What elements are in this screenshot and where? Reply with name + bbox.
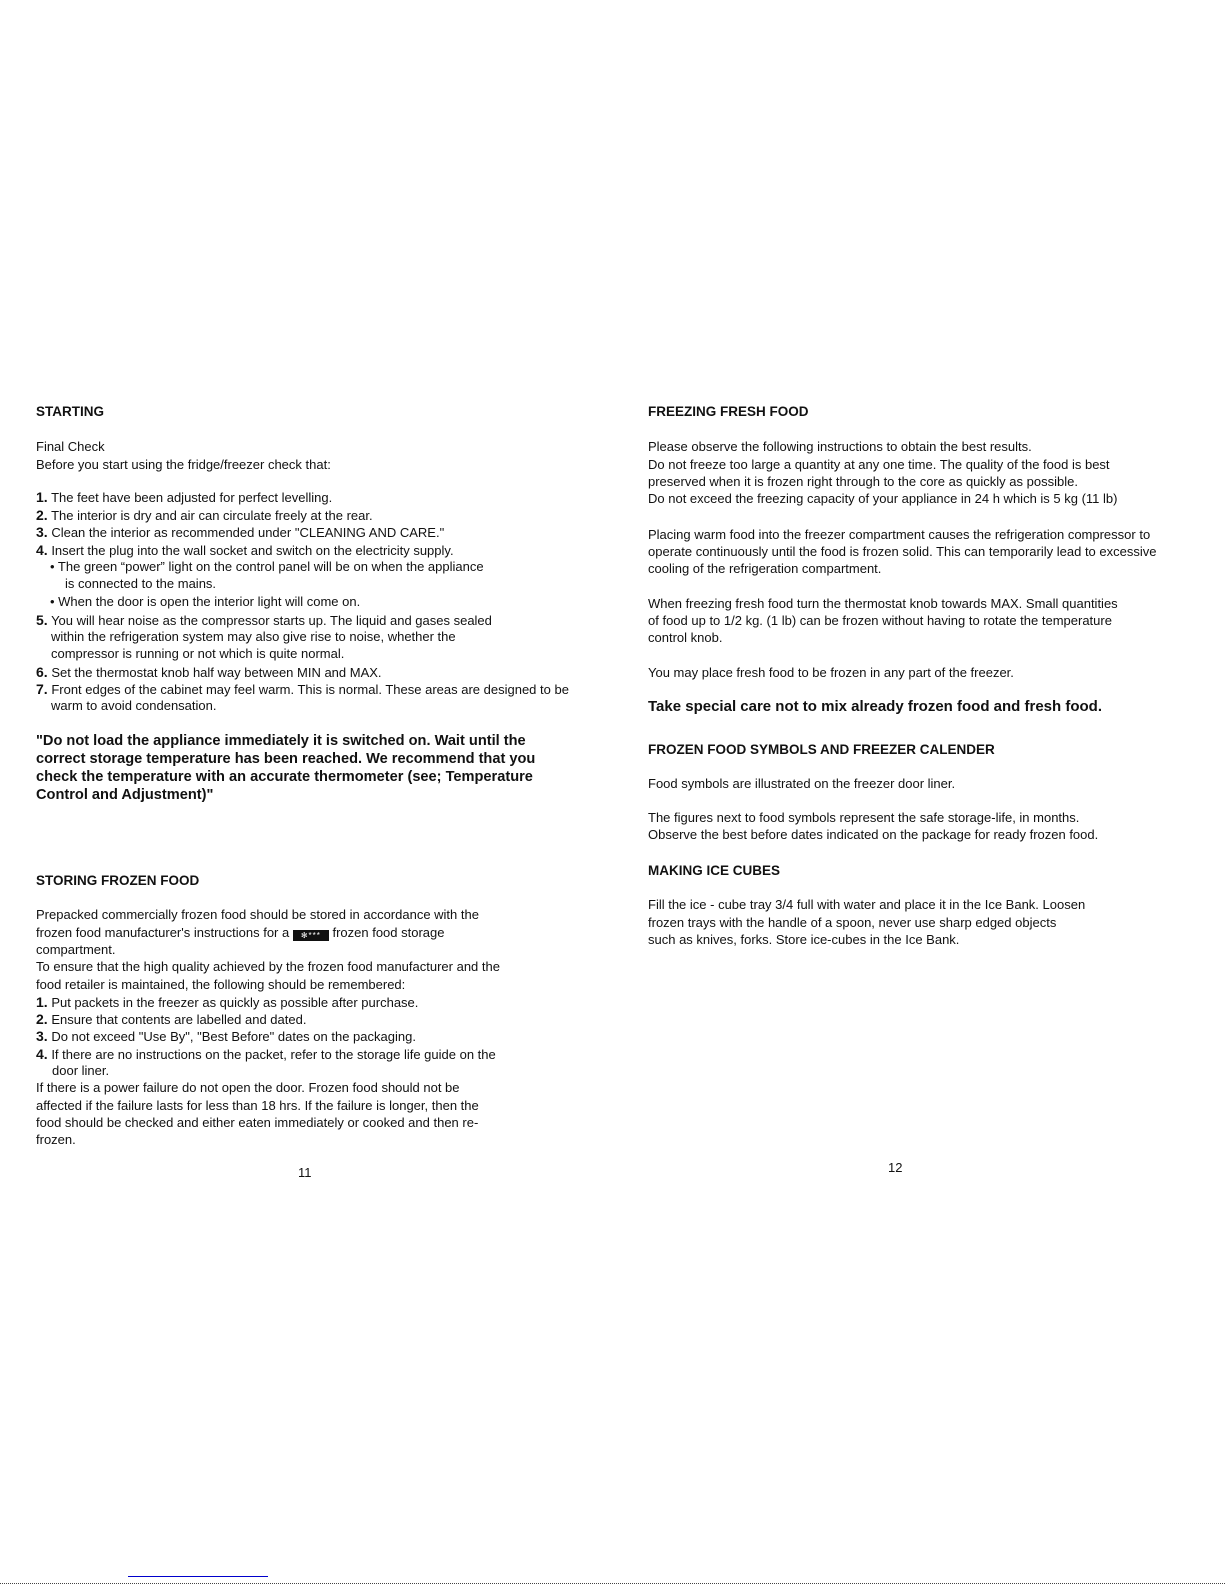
item-number: 6.: [36, 664, 48, 680]
item-continuation: door liner.: [52, 1063, 110, 1078]
item-number: 2.: [36, 507, 48, 523]
text-line: Prepacked commercially frozen food should be stored in accordance with the: [36, 907, 479, 922]
item-text: Clean the interior as recommended under "CLEANING AND CARE.": [51, 525, 445, 540]
item-text: Insert the plug into the wall socket and switch on the electricity supply.: [51, 543, 454, 558]
text-line: cooling of the refrigeration compartment.: [648, 561, 882, 576]
text: frozen food manufacturer's instructions for a: [36, 925, 290, 940]
text-line: When freezing fresh food turn the thermostat knob towards MAX. Small quantities: [648, 596, 1118, 611]
text-line: of food up to 1/2 kg. (1 lb) can be frozen without having to rotate the temperature: [648, 613, 1112, 628]
item-text: The interior is dry and air can circulate freely at the rear.: [51, 508, 373, 523]
underline-divider: [128, 1576, 268, 1577]
text-line: Do not exceed the freezing capacity of your appliance in 24 h which is 5 kg (11 lb): [648, 491, 1118, 506]
text-line: Observe the best before dates indicated on the package for ready frozen food.: [648, 827, 1099, 842]
text-line: [36, 924, 445, 942]
text-line: control knob.: [648, 630, 723, 645]
text-line: Please observe the following instructions to obtain the best results.: [648, 439, 1032, 454]
text-line: Before you start using the fridge/freezer check that:: [36, 457, 331, 472]
text-line: To ensure that the high quality achieved by the frozen food manufacturer and the: [36, 959, 500, 974]
text-line: operate continuously until the food is frozen solid. This can temporarily lead to excessive: [648, 544, 1157, 559]
item-number: 1.: [36, 994, 48, 1010]
text: frozen food storage: [332, 925, 445, 940]
text-line: The figures next to food symbols represent the safe storage-life, in months.: [648, 810, 1080, 825]
item-text: You will hear noise as the compressor starts up. The liquid and gases sealed: [51, 613, 492, 628]
item-text: Do not exceed "Use By", "Best Before" dates on the packaging.: [51, 1029, 416, 1044]
item-continuation: within the refrigeration system may also give rise to noise, whether the: [51, 629, 456, 644]
text-line: Placing warm food into the freezer compartment causes the refrigeration compressor to: [648, 527, 1151, 542]
warning-text: Control and Adjustment)": [36, 787, 214, 803]
section-heading-symbols: FROZEN FOOD SYMBOLS AND FREEZER CALENDER: [648, 742, 995, 757]
warning-text: correct storage temperature has been reached. We recommend that you: [36, 751, 536, 767]
section-heading-freezing: FREEZING FRESH FOOD: [648, 404, 809, 419]
item-text: Put packets in the freezer as quickly as possible after purchase.: [51, 995, 419, 1010]
item-number: 4.: [36, 542, 48, 558]
text-line: such as knives, forks. Store ice-cubes in the Ice Bank.: [648, 932, 960, 947]
item-number: 2.: [36, 1011, 48, 1027]
text-line: food should be checked and either eaten immediately or cooked and then re-: [36, 1115, 479, 1130]
text-line: compartment.: [36, 942, 116, 957]
bullet-continuation: is connected to the mains.: [65, 576, 217, 591]
text-line: Food symbols are illustrated on the freezer door liner.: [648, 776, 956, 791]
item-text: Front edges of the cabinet may feel warm. This is normal. These areas are designed to be: [51, 682, 569, 697]
item-text: The feet have been adjusted for perfect levelling.: [51, 490, 333, 505]
text-line: You may place fresh food to be frozen in any part of the freezer.: [648, 665, 1014, 680]
bullet-item: • The green “power” light on the control panel will be on when the appliance: [50, 559, 484, 574]
list-item: [36, 523, 444, 542]
item-text: Ensure that contents are labelled and dated.: [51, 1012, 307, 1027]
page-number: 11: [298, 1165, 312, 1180]
bullet-item: • When the door is open the interior light will come on.: [50, 594, 361, 609]
item-text: Set the thermostat knob half way between MIN and MAX.: [51, 665, 382, 680]
item-number: 7.: [36, 681, 48, 697]
section-heading-ice: MAKING ICE CUBES: [648, 863, 781, 878]
text-line: Fill the ice - cube tray 3/4 full with water and place it in the Ice Bank. Loosen: [648, 897, 1086, 912]
text-line: preserved when it is frozen right through to the core as quickly as possible.: [648, 474, 1078, 489]
four-star-freezer-icon: ✻***: [293, 930, 329, 941]
list-item: [36, 488, 332, 507]
item-number: 3.: [36, 1028, 48, 1044]
item-number: 1.: [36, 489, 48, 505]
page-number: 12: [888, 1160, 903, 1175]
text-line: affected if the failure lasts for less than 18 hrs. If the failure is longer, then the: [36, 1098, 479, 1113]
text-line: frozen.: [36, 1132, 76, 1147]
warning-text: "Do not load the appliance immediately it is switched on. Wait until the: [36, 733, 526, 749]
item-text: If there are no instructions on the packet, refer to the storage life guide on the: [51, 1047, 496, 1062]
item-number: 4.: [36, 1046, 48, 1062]
warning-text: check the temperature with an accurate thermometer (see; Temperature: [36, 769, 533, 785]
item-number: 5.: [36, 612, 48, 628]
item-continuation: warm to avoid condensation.: [51, 698, 217, 713]
item-continuation: compressor is running or not which is quite normal.: [51, 646, 345, 661]
item-number: 3.: [36, 524, 48, 540]
section-heading-storing: STORING FROZEN FOOD: [36, 873, 200, 888]
section-heading-starting: STARTING: [36, 404, 104, 419]
text-line: Final Check: [36, 439, 105, 454]
text-line: Do not freeze too large a quantity at any one time. The quality of the food is best: [648, 457, 1110, 472]
text-line: frozen trays with the handle of a spoon, never use sharp edged objects: [648, 915, 1057, 930]
text-line: If there is a power failure do not open the door. Frozen food should not be: [36, 1080, 460, 1095]
warning-text: Take special care not to mix already frozen food and fresh food.: [648, 698, 1102, 715]
text-line: food retailer is maintained, the following should be remembered:: [36, 977, 406, 992]
list-item: [36, 1027, 416, 1046]
